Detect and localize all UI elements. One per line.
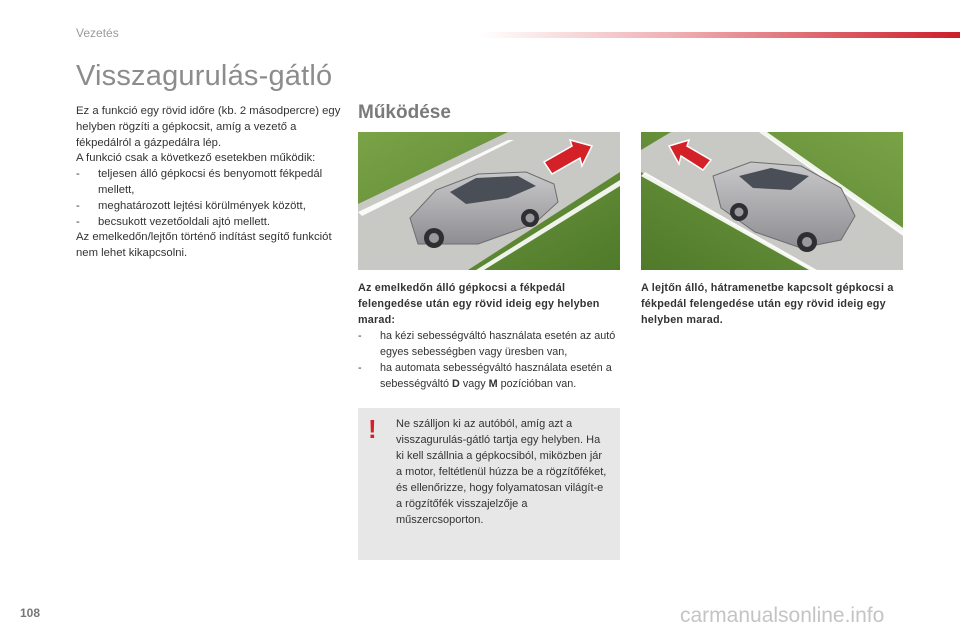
list-item: - ha kézi sebességváltó használata esetén az autó egyes sebességben vagy üresben van, [358,328,626,360]
uphill-list [358,328,626,392]
intro-paragraph: Az emelkedőn/lejtőn történő indítást segítő funkciót nem lehet kikapcsolni. [76,231,332,260]
list-item: - teljesen álló gépkocsi és benyomott fékpedál mellett, [76,167,346,199]
list-item-text: pozícióban van. [497,378,577,390]
conditions-list [76,167,346,230]
downhill-caption-heading: A lejtőn álló, hátramenetbe kapcsolt gépkocsi a fékpedál felengedése után egy rövid ideig egy helyben marad. [641,282,894,326]
watermark: carmanualsonline.info [680,604,885,627]
header-accent-bar [480,32,960,38]
page-number: 108 [20,606,41,620]
intro-paragraph: Ez a funkció egy rövid időre (kb. 2 másodpercre) egy helyben rögzíti a gépkocsit, amíg a vezető a fékpedálról a gázpedálra lép. [76,105,341,149]
section-subheading: Működése [358,102,451,123]
section-label: Vezetés [76,26,119,40]
warning-text: Ne szálljon ki az autóból, amíg azt a visszagurulás-gátló tartja egy helyben. Ha ki kell szállnia a gépkocsiból, miközben jár a motor, feltétlenül húzza be a rögzítőféket, és ellenőrizze, hogy folyamatosan világít-e a rögzítőfék visszajelzője a műszercsoporton. [396,418,607,526]
list-item: - becsukott vezetőoldali ajtó mellett. [76,215,346,231]
list-item: - meghatározott lejtési körülmények között, [76,199,346,215]
uphill-car-illustration [358,132,620,270]
gear-d-label: D [452,378,460,390]
downhill-car-illustration [641,132,903,270]
downhill-caption [641,280,903,328]
uphill-caption-heading: Az emelkedőn álló gépkocsi a fékpedál felengedése után egy rövid ideig egy helyben marad: [358,282,600,326]
list-item-text: vagy [459,378,489,390]
exclamation-icon: ! [368,414,377,444]
uphill-caption [358,280,626,392]
intro-paragraph: A funkció csak a következő esetekben működik: [76,152,316,165]
gear-m-label: M [488,378,498,390]
intro-text [76,104,346,262]
list-item [358,360,626,392]
warning-box [358,408,620,560]
list-item-text: ha automata sebességváltó használata esetén a sebességváltó [380,362,612,390]
page-title: Visszagurulás-gátló [76,60,333,92]
